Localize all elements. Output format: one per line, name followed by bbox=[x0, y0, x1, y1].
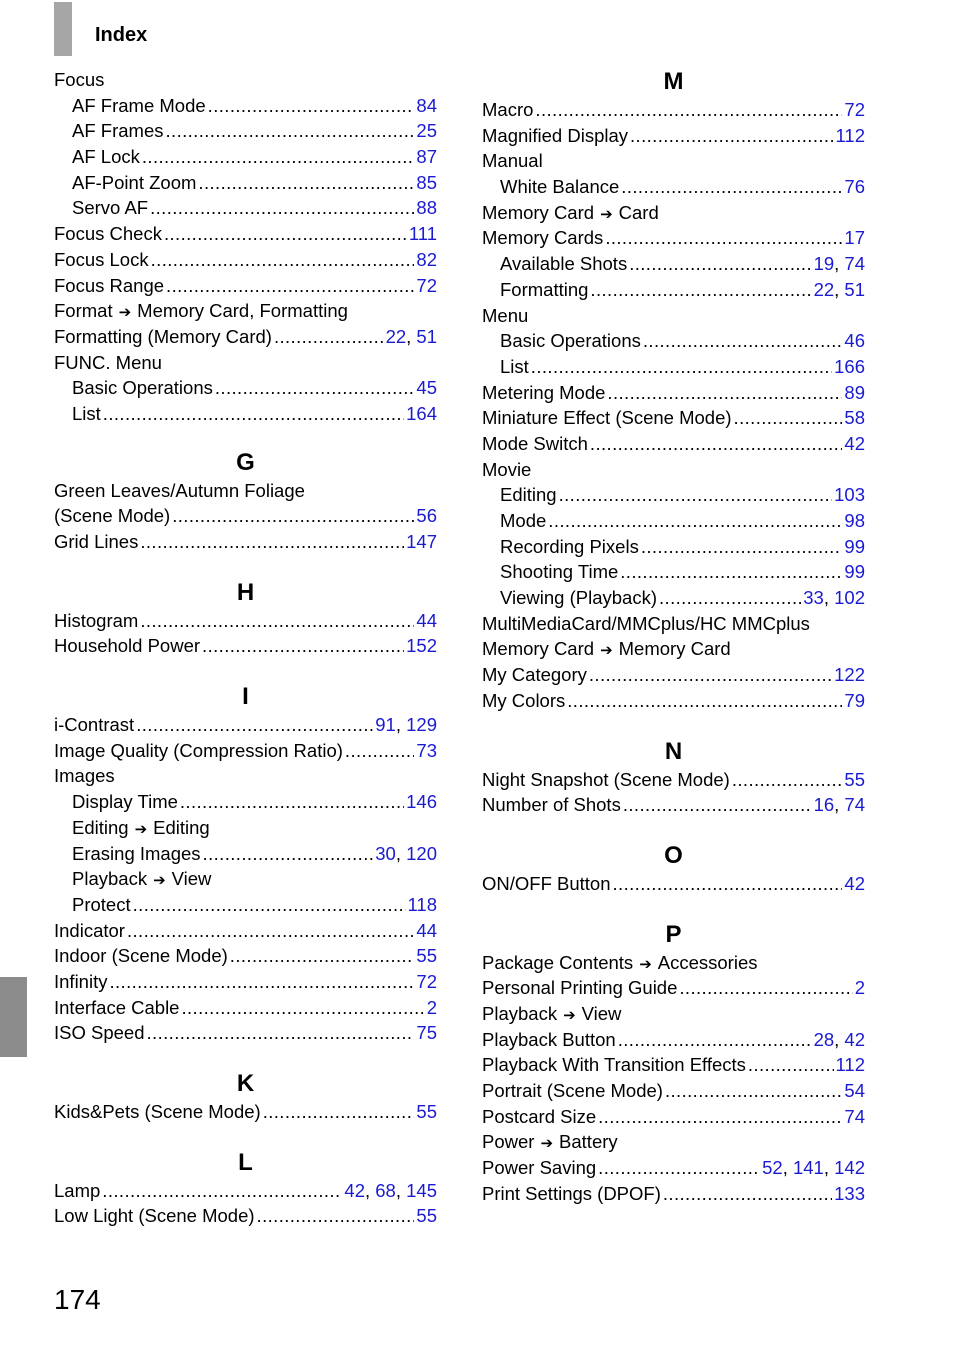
dot-leader bbox=[180, 789, 404, 815]
dot-leader bbox=[641, 534, 843, 560]
dot-leader bbox=[734, 405, 843, 431]
see-reference[interactable]: View bbox=[171, 868, 212, 890]
entry-term: Portrait (Scene Mode) bbox=[482, 1080, 663, 1101]
page-link[interactable]: 74 bbox=[844, 1105, 865, 1127]
page-link[interactable]: 17 bbox=[844, 227, 865, 249]
page-link[interactable]: 147 bbox=[406, 531, 437, 552]
entry-term: Servo AF bbox=[72, 197, 149, 219]
index-subentry bbox=[482, 508, 865, 534]
page-link[interactable]: 25 bbox=[416, 120, 437, 142]
dot-leader bbox=[620, 559, 842, 585]
index-entry bbox=[482, 950, 865, 976]
dot-leader bbox=[203, 841, 374, 867]
index-subentry: Available Shots ..... 19, 74 bbox=[482, 251, 865, 277]
entry-term: Viewing (Playback) bbox=[500, 587, 657, 609]
section-letter-k: K bbox=[236, 1070, 255, 1097]
page-link[interactable]: 82 bbox=[416, 248, 437, 270]
index-entry: Power Saving ..... 52, 141, 142 bbox=[482, 1155, 865, 1181]
page-link[interactable]: 103 bbox=[834, 484, 865, 506]
index-entry bbox=[54, 350, 437, 376]
dot-leader bbox=[531, 354, 832, 380]
entry-term: List bbox=[500, 355, 529, 377]
index-subentry: Formatting ..... 22, 51 bbox=[482, 277, 865, 303]
index-entry bbox=[54, 608, 437, 634]
entry-term: Household Power bbox=[54, 635, 201, 657]
see-arrow-icon: ➔ bbox=[563, 1006, 576, 1024]
entry-term: Metering Mode bbox=[482, 381, 606, 403]
index-entry bbox=[482, 1104, 865, 1130]
entry-term: Playback bbox=[72, 868, 148, 890]
index-entry bbox=[482, 1001, 865, 1027]
page-link[interactable]: 88 bbox=[416, 197, 437, 219]
section-letter-o: O bbox=[664, 841, 683, 869]
entry-term: Movie bbox=[482, 458, 532, 480]
section-letter-h: H bbox=[236, 578, 255, 606]
index-entry bbox=[54, 273, 437, 299]
entry-term: Focus Lock bbox=[54, 248, 149, 270]
index-entry bbox=[54, 529, 437, 555]
dot-leader bbox=[607, 380, 842, 406]
dot-leader bbox=[172, 503, 414, 529]
dot-leader bbox=[109, 969, 414, 995]
index-entry: i-Contrast ..... 91, 129 bbox=[54, 712, 437, 738]
dot-leader bbox=[147, 1020, 415, 1046]
section-letter-l: L bbox=[238, 1148, 253, 1176]
dot-leader bbox=[215, 375, 415, 401]
see-arrow-icon: ➔ bbox=[639, 955, 652, 973]
entry-term: Recording Pixels bbox=[500, 535, 639, 557]
page-link[interactable]: 76 bbox=[844, 176, 865, 198]
entry-term: Protect bbox=[72, 893, 131, 915]
entry-term: Display Time bbox=[72, 791, 178, 813]
dot-leader bbox=[659, 585, 801, 611]
entry-term: Mode Switch bbox=[482, 432, 588, 454]
entry-term: ON/OFF Button bbox=[482, 872, 611, 894]
page-link[interactable]: 111 bbox=[408, 223, 437, 245]
entry-term: i-Contrast bbox=[54, 714, 135, 736]
page-link[interactable]: 79 bbox=[844, 689, 865, 711]
entry-term: Available Shots bbox=[500, 253, 628, 275]
entry-term: AF Frame Mode bbox=[72, 94, 206, 116]
index-entry bbox=[54, 738, 437, 764]
see-reference[interactable]: Accessories bbox=[657, 951, 758, 973]
page-link[interactable]: 145 bbox=[406, 1179, 437, 1201]
side-tab bbox=[0, 977, 27, 1057]
dot-leader bbox=[257, 1203, 415, 1229]
page-number: 174 bbox=[54, 1284, 101, 1315]
index-subentry bbox=[482, 354, 865, 380]
dot-leader bbox=[133, 892, 406, 918]
dot-leader bbox=[618, 1027, 812, 1053]
page-link[interactable]: 84 bbox=[416, 94, 437, 116]
entry-term: Images bbox=[54, 765, 115, 787]
index-entry: Number of Shots ..... 16, 74 bbox=[482, 792, 865, 818]
entry-term: Infinity bbox=[54, 970, 108, 992]
page-link[interactable]: 112 bbox=[835, 1054, 865, 1076]
index-entry bbox=[482, 457, 865, 483]
index-subentry bbox=[54, 892, 437, 918]
index-entry bbox=[54, 633, 437, 659]
dot-leader bbox=[748, 1052, 834, 1078]
page-link[interactable]: 129 bbox=[406, 714, 437, 736]
index-subentry bbox=[54, 375, 437, 401]
index-subentry bbox=[482, 534, 865, 560]
dot-leader bbox=[150, 195, 414, 221]
page-link[interactable]: 89 bbox=[844, 381, 865, 403]
entry-term: Miniature Effect (Scene Mode) bbox=[482, 407, 732, 429]
index-entry bbox=[482, 871, 865, 897]
page-link[interactable]: 72 bbox=[416, 274, 437, 296]
index-entry bbox=[482, 148, 865, 174]
index-entry bbox=[54, 763, 437, 789]
dot-leader bbox=[590, 277, 811, 303]
entry-term: ISO Speed bbox=[54, 1022, 145, 1044]
dot-leader bbox=[567, 688, 842, 714]
dot-leader bbox=[103, 401, 404, 427]
entry-term: Mode bbox=[500, 510, 547, 531]
entry-term: Playback Button bbox=[482, 1028, 616, 1050]
entry-term: Power bbox=[482, 1131, 535, 1153]
entry-term: Grid Lines bbox=[54, 531, 139, 552]
dot-leader bbox=[732, 767, 843, 793]
dot-leader bbox=[598, 1155, 760, 1181]
page-link[interactable]: 146 bbox=[406, 791, 437, 813]
dot-leader bbox=[202, 633, 404, 659]
dot-leader bbox=[181, 995, 424, 1021]
entry-term: Personal Printing Guide bbox=[482, 977, 678, 999]
page-link[interactable]: 51 bbox=[416, 325, 437, 347]
entry-term: Indoor (Scene Mode) bbox=[54, 945, 228, 967]
page-link[interactable]: 33 bbox=[803, 587, 824, 609]
page-link[interactable]: 85 bbox=[416, 171, 437, 193]
page-link[interactable]: 75 bbox=[416, 1022, 437, 1044]
page-link[interactable]: 142 bbox=[834, 1157, 865, 1179]
entry-term: Memory Card bbox=[482, 201, 595, 223]
entry-term: Lamp bbox=[54, 1179, 101, 1201]
page-link[interactable]: 102 bbox=[834, 587, 865, 609]
entry-term: Focus Check bbox=[54, 223, 162, 245]
entry-term: Low Light (Scene Mode) bbox=[54, 1205, 255, 1227]
page-link[interactable]: 54 bbox=[844, 1080, 865, 1101]
page-link[interactable]: 166 bbox=[834, 355, 865, 377]
dot-leader bbox=[535, 97, 842, 123]
see-arrow-icon: ➔ bbox=[600, 205, 613, 223]
entry-term: Basic Operations bbox=[72, 377, 213, 399]
index-entry bbox=[54, 298, 437, 324]
entry-term: Interface Cable bbox=[54, 996, 180, 1018]
see-reference[interactable]: Battery bbox=[559, 1131, 618, 1153]
page-link[interactable]: 42 bbox=[344, 1179, 365, 1201]
dot-leader bbox=[140, 529, 404, 555]
index-entry bbox=[482, 767, 865, 793]
index-entry bbox=[54, 969, 437, 995]
page-link[interactable]: 98 bbox=[844, 510, 865, 531]
page-link[interactable]: 55 bbox=[416, 1101, 437, 1122]
page-link[interactable]: 2 bbox=[854, 977, 865, 999]
entry-term: Playback With Transition Effects bbox=[482, 1054, 746, 1076]
index-subentry: Erasing Images ..... 30, 120 bbox=[54, 841, 437, 867]
page-link[interactable]: 16 bbox=[813, 794, 835, 816]
dot-leader bbox=[623, 792, 812, 818]
page-link[interactable]: 28 bbox=[813, 1028, 835, 1050]
index-subentry bbox=[54, 170, 437, 196]
entry-term: MultiMediaCard/MMCplus/HC MMCplus bbox=[482, 612, 810, 634]
section-letter-m: M bbox=[663, 68, 684, 95]
index-entry bbox=[482, 688, 865, 714]
index-entry bbox=[482, 380, 865, 406]
index-subentry bbox=[54, 401, 437, 427]
dot-leader bbox=[198, 170, 414, 196]
dot-leader bbox=[274, 324, 384, 350]
index-subentry bbox=[54, 93, 437, 119]
index-subentry: Viewing (Playback) ..... 33, 102 bbox=[482, 585, 865, 611]
page-link[interactable]: 30 bbox=[375, 842, 396, 864]
entry-term: Menu bbox=[482, 304, 529, 326]
page-title: Index bbox=[95, 24, 148, 46]
entry-term: FUNC. Menu bbox=[54, 351, 162, 373]
section-letter-g: G bbox=[236, 448, 255, 476]
page-link[interactable]: 164 bbox=[406, 402, 437, 424]
page-link[interactable]: 44 bbox=[416, 919, 437, 941]
entry-term: Image Quality (Compression Ratio) bbox=[54, 739, 343, 761]
page-link[interactable]: 141 bbox=[792, 1157, 824, 1179]
index-column-right bbox=[482, 67, 865, 1206]
dot-leader bbox=[208, 93, 415, 119]
see-arrow-icon: ➔ bbox=[540, 1135, 554, 1153]
dot-leader bbox=[665, 1078, 842, 1104]
entry-term: Histogram bbox=[54, 609, 139, 631]
dot-leader bbox=[548, 508, 842, 534]
page-link[interactable]: 99 bbox=[844, 535, 865, 557]
dot-leader bbox=[142, 144, 415, 170]
index-subentry bbox=[482, 482, 865, 508]
entry-term: Memory Cards bbox=[482, 227, 604, 249]
page-link[interactable]: 152 bbox=[406, 635, 437, 657]
index-entry bbox=[54, 247, 437, 273]
page-link[interactable]: 55 bbox=[844, 768, 865, 790]
page-link[interactable]: 120 bbox=[406, 842, 437, 864]
dot-leader bbox=[590, 431, 843, 457]
entry-term: Power Saving bbox=[482, 1157, 597, 1179]
index-entry bbox=[54, 943, 437, 969]
entry-term: Format bbox=[54, 300, 113, 322]
see-reference[interactable]: Memory Card, Formatting bbox=[137, 300, 348, 322]
entry-term: AF Frames bbox=[72, 120, 164, 142]
entry-term: Formatting bbox=[500, 278, 589, 300]
entry-term: Print Settings (DPOF) bbox=[482, 1182, 661, 1204]
index-entry bbox=[54, 503, 437, 529]
index-subentry bbox=[482, 328, 865, 354]
index-entry: Playback Button ..... 28, 42 bbox=[482, 1027, 865, 1053]
see-arrow-icon: ➔ bbox=[600, 642, 613, 660]
index-entry bbox=[482, 200, 865, 226]
section-letter-p: P bbox=[665, 920, 682, 948]
page-link[interactable]: 46 bbox=[844, 330, 865, 352]
dot-leader bbox=[230, 943, 415, 969]
index-entry bbox=[54, 67, 437, 93]
index-subentry bbox=[54, 195, 437, 221]
page-link[interactable]: 74 bbox=[844, 253, 865, 275]
entry-term: Playback bbox=[482, 1002, 558, 1024]
index-entry bbox=[54, 1020, 437, 1046]
index-entry bbox=[482, 405, 865, 431]
index-entry bbox=[482, 636, 865, 662]
page-link[interactable]: 19 bbox=[813, 253, 835, 275]
dot-leader bbox=[263, 1099, 415, 1125]
index-entry bbox=[482, 97, 865, 123]
index-entry bbox=[482, 123, 865, 149]
entry-term: White Balance bbox=[500, 176, 620, 198]
entry-term: AF Lock bbox=[72, 146, 140, 168]
entry-term: Memory Card bbox=[482, 638, 595, 660]
index-entry bbox=[482, 611, 865, 637]
page-link[interactable]: 45 bbox=[416, 377, 437, 399]
index-entry bbox=[482, 303, 865, 329]
page-link[interactable]: 22 bbox=[385, 325, 407, 347]
see-arrow-icon: ➔ bbox=[134, 820, 148, 838]
index-subentry bbox=[482, 174, 865, 200]
page-link[interactable]: 44 bbox=[416, 609, 437, 631]
page-link[interactable]: 72 bbox=[416, 970, 437, 992]
index-entry bbox=[54, 995, 437, 1021]
entry-term: Shooting Time bbox=[500, 561, 619, 583]
dot-leader bbox=[102, 1178, 342, 1204]
page-link[interactable]: 55 bbox=[416, 945, 437, 967]
index-entry bbox=[54, 221, 437, 247]
index-subentry bbox=[54, 815, 437, 841]
entry-term: Postcard Size bbox=[482, 1105, 597, 1127]
see-reference[interactable]: Editing bbox=[153, 816, 210, 838]
header-bar bbox=[54, 2, 72, 56]
index-column-left bbox=[54, 67, 437, 1229]
entry-term: (Scene Mode) bbox=[54, 505, 171, 527]
page-link[interactable]: 58 bbox=[844, 407, 865, 429]
index-entry bbox=[482, 1052, 865, 1078]
entry-term: My Colors bbox=[482, 689, 566, 711]
page-link[interactable]: 133 bbox=[834, 1182, 865, 1204]
dot-leader bbox=[345, 738, 415, 764]
entry-term: Editing bbox=[72, 816, 129, 838]
index-entry bbox=[54, 918, 437, 944]
page-link[interactable]: 42 bbox=[844, 872, 865, 894]
dot-leader bbox=[166, 273, 414, 299]
dot-leader bbox=[679, 975, 852, 1001]
see-arrow-icon: ➔ bbox=[118, 304, 132, 322]
dot-leader bbox=[598, 1104, 842, 1130]
see-arrow-icon: ➔ bbox=[153, 872, 166, 890]
index-entry: Formatting (Memory Card) ..... 22, 51 bbox=[54, 324, 437, 350]
dot-leader bbox=[164, 221, 407, 247]
page-link[interactable]: 68 bbox=[375, 1179, 396, 1201]
index-entry bbox=[54, 1099, 437, 1125]
dot-leader bbox=[559, 482, 833, 508]
see-reference[interactable]: View bbox=[581, 1002, 622, 1024]
entry-term: Formatting (Memory Card) bbox=[54, 325, 272, 347]
dot-leader bbox=[140, 608, 414, 634]
dot-leader bbox=[663, 1181, 832, 1207]
index-entry bbox=[482, 225, 865, 251]
page-link[interactable]: 118 bbox=[407, 893, 437, 915]
index-entry bbox=[482, 975, 865, 1001]
dot-leader bbox=[643, 328, 843, 354]
entry-term: Manual bbox=[482, 150, 543, 172]
dot-leader bbox=[589, 662, 832, 688]
page-link[interactable]: 2 bbox=[426, 996, 437, 1018]
page-link[interactable]: 42 bbox=[844, 432, 865, 454]
dot-leader bbox=[151, 247, 415, 273]
page-link[interactable]: 74 bbox=[844, 794, 865, 816]
page-link[interactable]: 99 bbox=[844, 561, 865, 583]
page-link[interactable]: 55 bbox=[416, 1205, 437, 1227]
page-link[interactable]: 122 bbox=[834, 664, 865, 686]
index-entry: Lamp ..... 42, 68, 145 bbox=[54, 1178, 437, 1204]
see-reference[interactable]: Card bbox=[618, 201, 659, 223]
page-link[interactable]: 52 bbox=[762, 1157, 783, 1179]
page-link[interactable]: 22 bbox=[813, 278, 835, 300]
entry-term: Focus Range bbox=[54, 274, 165, 296]
entry-term: Erasing Images bbox=[72, 842, 201, 864]
dot-leader bbox=[613, 871, 843, 897]
entry-term: Night Snapshot (Scene Mode) bbox=[482, 768, 730, 790]
page-link[interactable]: 87 bbox=[416, 146, 437, 168]
page-link[interactable]: 73 bbox=[416, 739, 437, 761]
index-entry bbox=[54, 478, 437, 504]
see-reference[interactable]: Memory Card bbox=[618, 638, 731, 660]
index-entry bbox=[54, 1203, 437, 1229]
entry-term: Magnified Display bbox=[482, 124, 629, 146]
index-entry bbox=[482, 1129, 865, 1155]
index-entry bbox=[482, 431, 865, 457]
entry-term: Green Leaves/Autumn Foliage bbox=[54, 479, 305, 501]
index-entry bbox=[482, 1181, 865, 1207]
dot-leader bbox=[136, 712, 373, 738]
page-link[interactable]: 42 bbox=[844, 1028, 865, 1050]
entry-term: My Category bbox=[482, 664, 587, 686]
page-link[interactable]: 91 bbox=[375, 714, 396, 736]
page-link[interactable]: 51 bbox=[844, 278, 865, 300]
dot-leader bbox=[165, 118, 414, 144]
entry-term: List bbox=[72, 402, 101, 424]
page-link[interactable]: 72 bbox=[844, 99, 865, 120]
entry-term: Kids&Pets (Scene Mode) bbox=[54, 1101, 261, 1122]
entry-term: Focus bbox=[54, 69, 105, 90]
index-entry bbox=[482, 1078, 865, 1104]
index-subentry bbox=[54, 118, 437, 144]
entry-term: Package Contents bbox=[482, 951, 634, 973]
dot-leader bbox=[630, 123, 833, 149]
page-link[interactable]: 56 bbox=[416, 505, 437, 527]
section-letter-n: N bbox=[664, 737, 683, 765]
index-subentry bbox=[54, 789, 437, 815]
index-subentry bbox=[54, 144, 437, 170]
entry-term: Basic Operations bbox=[500, 330, 641, 352]
entry-term: Indicator bbox=[54, 919, 125, 941]
entry-term: Macro bbox=[482, 99, 534, 120]
page-link[interactable]: 112 bbox=[835, 124, 865, 146]
entry-term: Editing bbox=[500, 484, 557, 506]
dot-leader bbox=[127, 918, 414, 944]
dot-leader bbox=[629, 251, 811, 277]
entry-term: Number of Shots bbox=[482, 794, 621, 816]
section-letter-i: I bbox=[242, 683, 249, 711]
dot-leader bbox=[605, 225, 842, 251]
index-entry bbox=[482, 662, 865, 688]
index-subentry bbox=[482, 559, 865, 585]
entry-term: AF-Point Zoom bbox=[72, 171, 197, 193]
dot-leader bbox=[621, 174, 842, 200]
index-subentry bbox=[54, 866, 437, 892]
